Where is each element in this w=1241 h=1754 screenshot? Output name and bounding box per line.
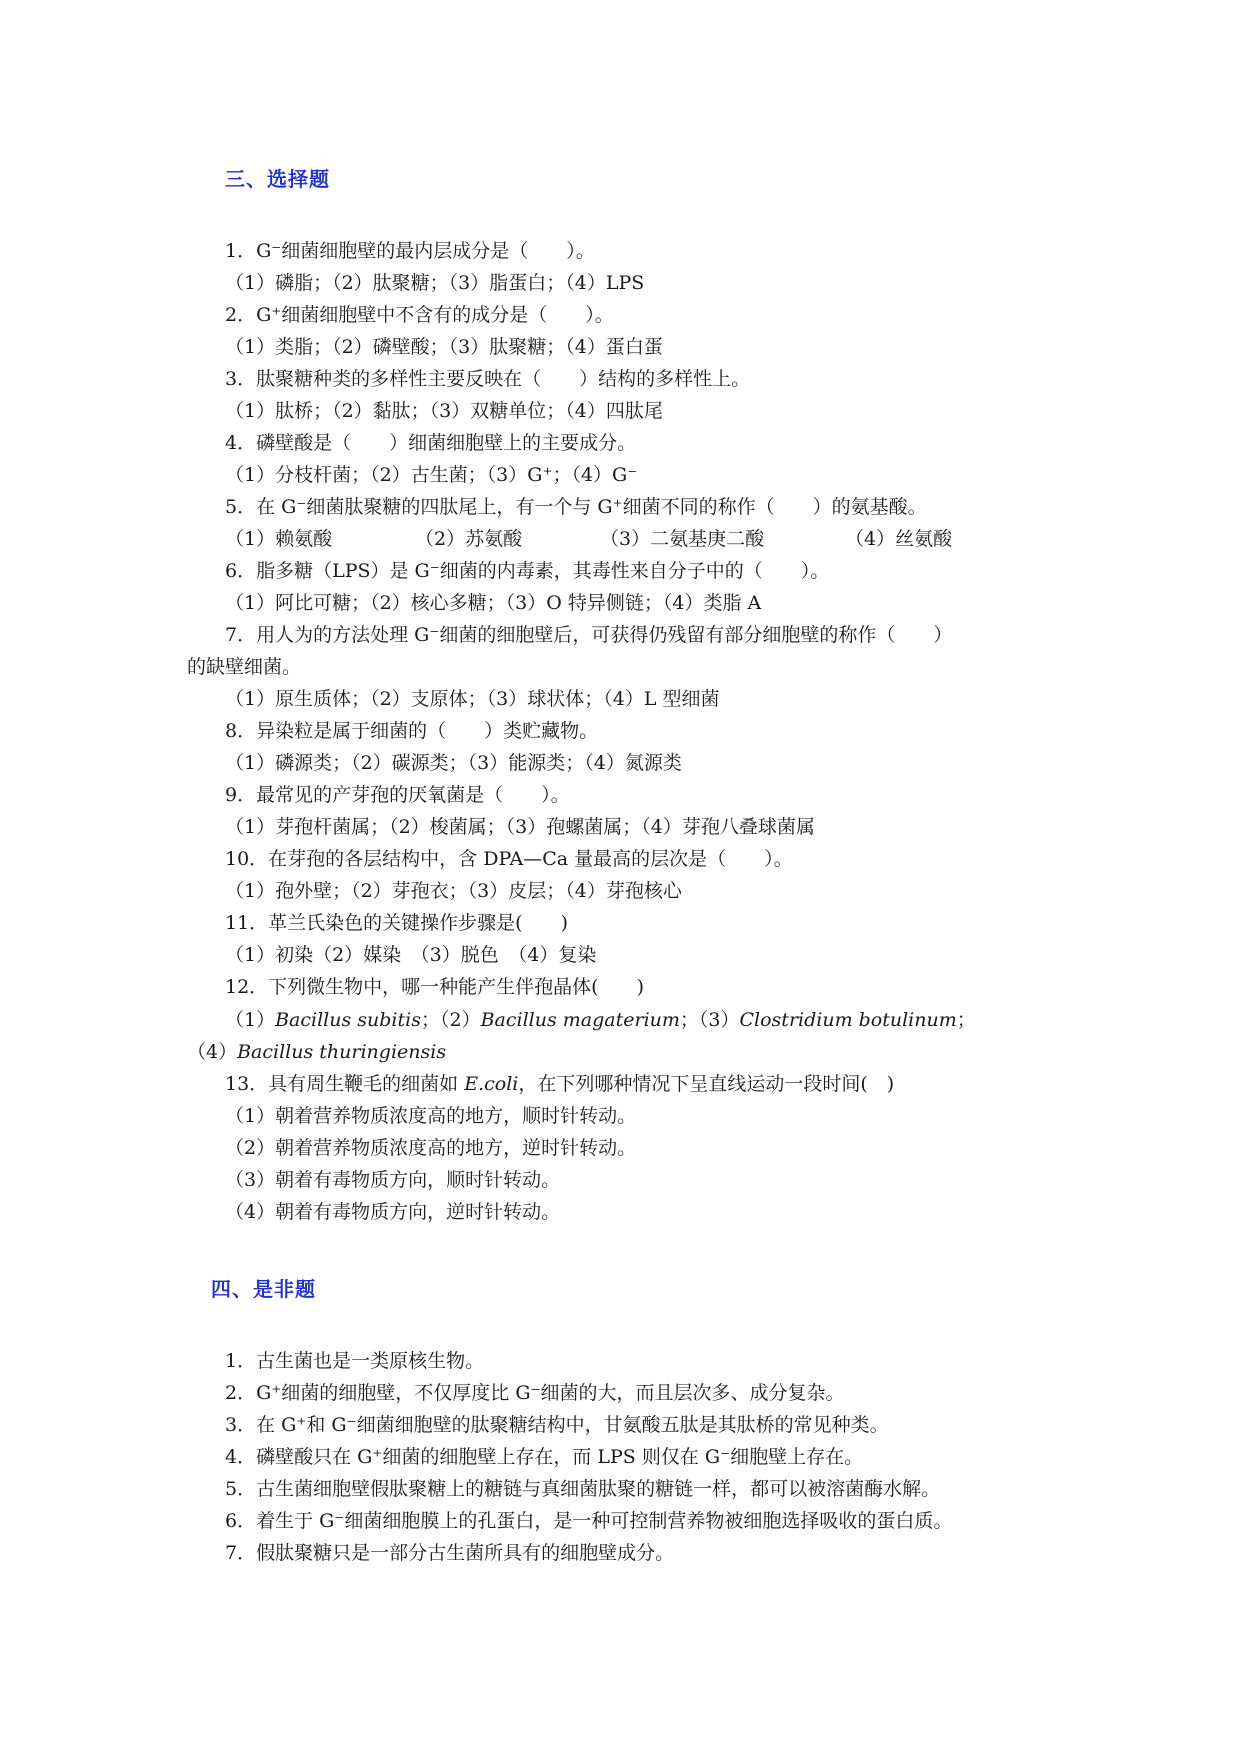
species-name: Bacillus magaterium bbox=[480, 1009, 680, 1031]
question-10-options: （1）孢外壁；（2）芽孢衣；（3）皮层；（4）芽孢核心 bbox=[225, 880, 682, 902]
question-5-option-3: （3）二氨基庚二酸 bbox=[600, 528, 765, 550]
question-7-options: （1）原生质体；（2）支原体；（3）球状体；（4）L 型细菌 bbox=[225, 688, 720, 710]
section-title-choice: 三、选择题 bbox=[225, 167, 330, 191]
statement-2: 2．G⁺细菌的细胞壁，不仅厚度比 G⁻细菌的大，而且层次多、成分复杂。 bbox=[225, 1382, 845, 1404]
species-name: E.coli bbox=[464, 1073, 519, 1095]
question-13-text-a: 13．具有周生鞭毛的细菌如 bbox=[225, 1073, 465, 1095]
question-13-option-4: （4）朝着有毒物质方向，逆时针转动。 bbox=[225, 1201, 561, 1223]
question-2: 2．G⁺细菌细胞壁中不含有的成分是（ ）。 bbox=[225, 304, 614, 326]
statement-3: 3．在 G⁺和 G⁻细菌细胞壁的肽聚糖结构中，甘氨酸五肽是其肽桥的常见种类。 bbox=[225, 1414, 889, 1436]
question-11: 11．革兰氏染色的关键操作步骤是( ) bbox=[225, 912, 569, 934]
question-5: 5．在 G⁻细菌肽聚糖的四肽尾上，有一个与 G⁺细菌不同的称作（ ）的氨基酸。 bbox=[225, 496, 927, 518]
question-1-options: （1）磷脂；（2）肽聚糖；（3）脂蛋白；（4）LPS bbox=[225, 272, 645, 294]
question-9: 9．最常见的产芽孢的厌氧菌是（ ）。 bbox=[225, 784, 570, 806]
question-8: 8．异染粒是属于细菌的（ ）类贮藏物。 bbox=[225, 720, 599, 742]
question-9-options: （1）芽孢杆菌属；（2）梭菌属；（3）孢螺菌属；（4）芽孢八叠球菌属 bbox=[225, 816, 815, 838]
question-13-text-b: ，在下列哪种情况下呈直线运动一段时间( ) bbox=[518, 1073, 895, 1095]
question-7: 7．用人为的方法处理 G⁻细菌的细胞壁后，可获得仍残留有部分细胞壁的称作（ ） bbox=[225, 624, 953, 646]
question-12-options-line-1 bbox=[225, 1008, 976, 1032]
question-3-options: （1）肽桥；（2）黏肽；（3）双糖单位；（4）四肽尾 bbox=[225, 400, 663, 422]
statement-4: 4．磷壁酸只在 G⁺细菌的细胞壁上存在，而 LPS 则仅在 G⁻细胞壁上存在。 bbox=[225, 1446, 864, 1468]
option-prefix: （1） bbox=[225, 1009, 276, 1031]
question-4-options: （1）分枝杆菌；（2）古生菌；（3）G⁺；（4）G⁻ bbox=[225, 464, 638, 486]
question-2-options: （1）类脂；（2）磷壁酸；（3）肽聚糖；（4）蛋白蛋 bbox=[225, 336, 663, 358]
option-prefix: （4） bbox=[187, 1041, 238, 1063]
question-6-options: （1）阿比可糖；（2）核心多糖；（3）O 特异侧链；（4）类脂 A bbox=[225, 592, 762, 614]
question-12: 12．下列微生物中，哪一种能产生伴孢晶体( ) bbox=[225, 976, 645, 998]
species-name: Bacillus subitis bbox=[275, 1009, 421, 1031]
question-13-option-3: （3）朝着有毒物质方向，顺时针转动。 bbox=[225, 1169, 561, 1191]
question-12-options-line-2 bbox=[187, 1040, 446, 1064]
question-5-option-2: （2）苏氨酸 bbox=[415, 528, 523, 550]
question-7-continuation: 的缺壁细菌。 bbox=[187, 656, 302, 678]
question-5-option-4: （4）丝氨酸 bbox=[845, 528, 953, 550]
option-suffix: ； bbox=[956, 1009, 976, 1031]
option-prefix: ；（2） bbox=[420, 1009, 481, 1031]
species-name: Bacillus thuringiensis bbox=[237, 1041, 447, 1063]
species-name: Clostridium botulinum bbox=[739, 1009, 957, 1031]
statement-5: 5．古生菌细胞壁假肽聚糖上的糖链与真细菌肽聚的糖链一样，都可以被溶菌酶水解。 bbox=[225, 1478, 941, 1500]
question-6: 6．脂多糖（LPS）是 G⁻细菌的内毒素，其毒性来自分子中的（ ）。 bbox=[225, 560, 830, 582]
question-5-option-1: （1）赖氨酸 bbox=[225, 528, 333, 550]
question-4: 4．磷壁酸是（ ）细菌细胞壁上的主要成分。 bbox=[225, 432, 637, 454]
statement-1: 1．古生菌也是一类原核生物。 bbox=[225, 1350, 485, 1372]
question-11-options: （1）初染（2）媒染 （3）脱色 （4）复染 bbox=[225, 944, 597, 966]
question-10: 10．在芽孢的各层结构中，含 DPA—Ca 量最高的层次是（ ）。 bbox=[225, 848, 793, 870]
question-13 bbox=[225, 1072, 894, 1096]
statement-6: 6．着生于 G⁻细菌细胞膜上的孔蛋白，是一种可控制营养物被细胞选择吸收的蛋白质。 bbox=[225, 1510, 953, 1532]
statement-7: 7．假肽聚糖只是一部分古生菌所具有的细胞壁成分。 bbox=[225, 1542, 675, 1564]
question-13-option-2: （2）朝着营养物质浓度高的地方，逆时针转动。 bbox=[225, 1137, 637, 1159]
question-1: 1．G⁻细菌细胞壁的最内层成分是（ ）。 bbox=[225, 240, 595, 262]
section-title-true-false: 四、是非题 bbox=[211, 1277, 316, 1301]
question-13-option-1: （1）朝着营养物质浓度高的地方，顺时针转动。 bbox=[225, 1105, 637, 1127]
option-prefix: ；（3） bbox=[679, 1009, 740, 1031]
question-3: 3．肽聚糖种类的多样性主要反映在（ ）结构的多样性上。 bbox=[225, 368, 751, 390]
question-8-options: （1）磷源类；（2）碳源类；（3）能源类；（4）氮源类 bbox=[225, 752, 682, 774]
